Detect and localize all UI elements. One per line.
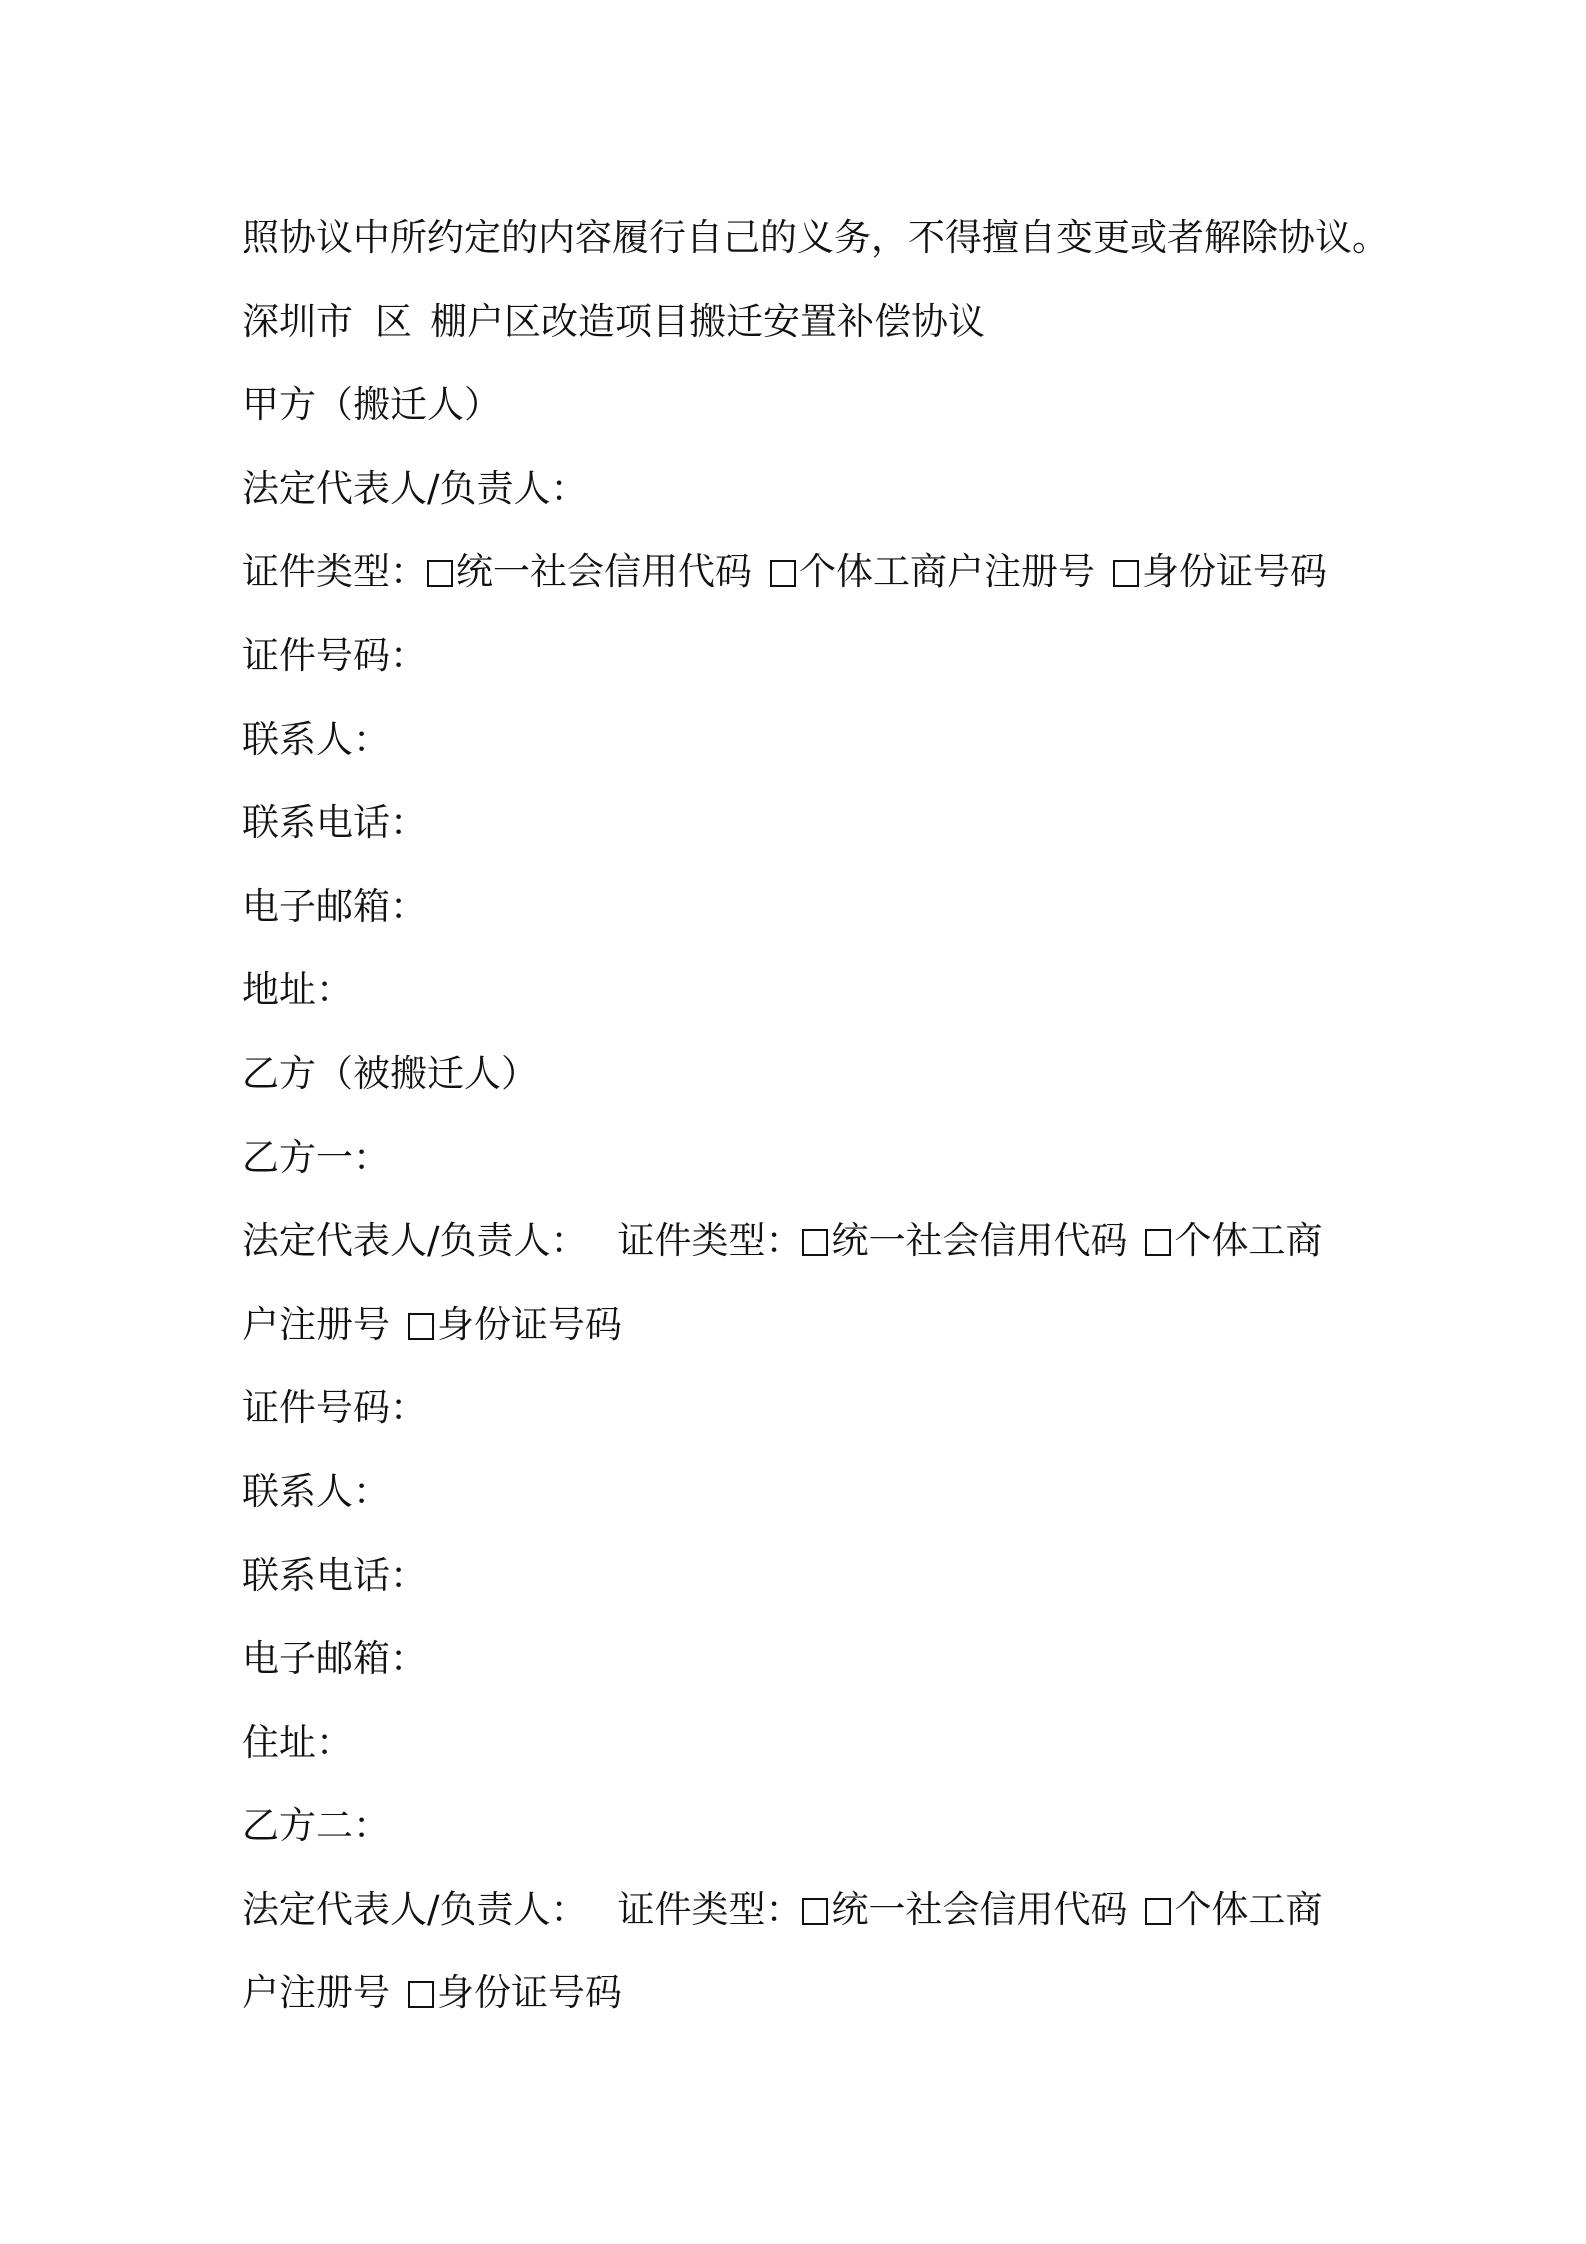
- checkbox-id-card[interactable]: [408, 1981, 434, 2008]
- option-business-reg-part1: 个体工商: [1174, 1887, 1323, 1931]
- id-type-label: 证件类型：: [617, 1219, 803, 1263]
- party-a-email: 电子邮箱：: [242, 884, 427, 928]
- party-b1-id-type-continued: [242, 1283, 1402, 1367]
- title-city: 深圳市: [242, 299, 353, 343]
- title-project: 棚户区改造项目搬迁安置补偿协议: [430, 299, 985, 343]
- party-b-heading: 乙方（被搬迁人）: [242, 1051, 538, 1095]
- checkbox-business-reg[interactable]: [770, 560, 796, 587]
- checkbox-credit-code[interactable]: [802, 1229, 828, 1256]
- party-a-legal-rep: 法定代表人/负责人：: [242, 466, 588, 510]
- checkbox-business-reg[interactable]: [1145, 1229, 1171, 1256]
- party-b1-email: 电子邮箱：: [242, 1637, 427, 1681]
- continuation-paragraph: 照协议中所约定的内容履行自己的义务，不得擅自变更或者解除协议。: [242, 216, 1389, 259]
- party-a-contact: 联系人：: [242, 717, 390, 761]
- title-district: 区: [375, 299, 412, 343]
- option-id-card: 身份证号码: [1142, 550, 1327, 594]
- party-b1-contact: 联系人：: [242, 1469, 390, 1513]
- option-credit-code: 统一社会信用代码: [831, 1219, 1128, 1263]
- legal-rep-label: 法定代表人/负责人：: [242, 1887, 588, 1931]
- legal-rep-label: 法定代表人/负责人：: [242, 1219, 588, 1263]
- party-b1-legal-rep-id-type: [242, 1199, 1402, 1283]
- agreement-title: [242, 280, 1402, 364]
- party-b2-id-type-continued: [242, 1951, 1402, 2035]
- party-b2-heading: 乙方二：: [242, 1804, 390, 1848]
- party-a-phone: 联系电话：: [242, 801, 427, 845]
- option-credit-code: 统一社会信用代码: [831, 1887, 1128, 1931]
- party-b1-id-number: 证件号码：: [242, 1386, 427, 1430]
- checkbox-id-card[interactable]: [1113, 560, 1139, 587]
- checkbox-credit-code[interactable]: [427, 560, 453, 587]
- option-credit-code: 统一社会信用代码: [456, 550, 752, 594]
- option-business-reg: 个体工商户注册号: [799, 550, 1095, 594]
- party-b2-legal-rep-id-type: [242, 1868, 1402, 1952]
- checkbox-business-reg[interactable]: [1145, 1898, 1171, 1925]
- id-type-label: 证件类型：: [617, 1887, 803, 1931]
- document-body: [242, 196, 1402, 2035]
- party-a-address: 地址：: [242, 968, 353, 1012]
- option-id-card: 身份证号码: [437, 1971, 622, 2015]
- option-business-reg-part2: 户注册号: [242, 1302, 390, 1346]
- option-business-reg-part1: 个体工商: [1174, 1219, 1323, 1263]
- option-id-card: 身份证号码: [437, 1302, 622, 1346]
- party-a-id-type: [242, 530, 1402, 614]
- id-type-label: 证件类型：: [242, 550, 427, 594]
- checkbox-id-card[interactable]: [408, 1313, 434, 1340]
- party-a-heading: 甲方（搬迁人）: [242, 383, 501, 427]
- party-b1-phone: 联系电话：: [242, 1553, 427, 1597]
- party-b1-heading: 乙方一：: [242, 1135, 390, 1179]
- checkbox-credit-code[interactable]: [802, 1898, 828, 1925]
- party-a-id-number: 证件号码：: [242, 633, 427, 677]
- option-business-reg-part2: 户注册号: [242, 1971, 390, 2015]
- party-b1-address: 住址：: [242, 1720, 353, 1764]
